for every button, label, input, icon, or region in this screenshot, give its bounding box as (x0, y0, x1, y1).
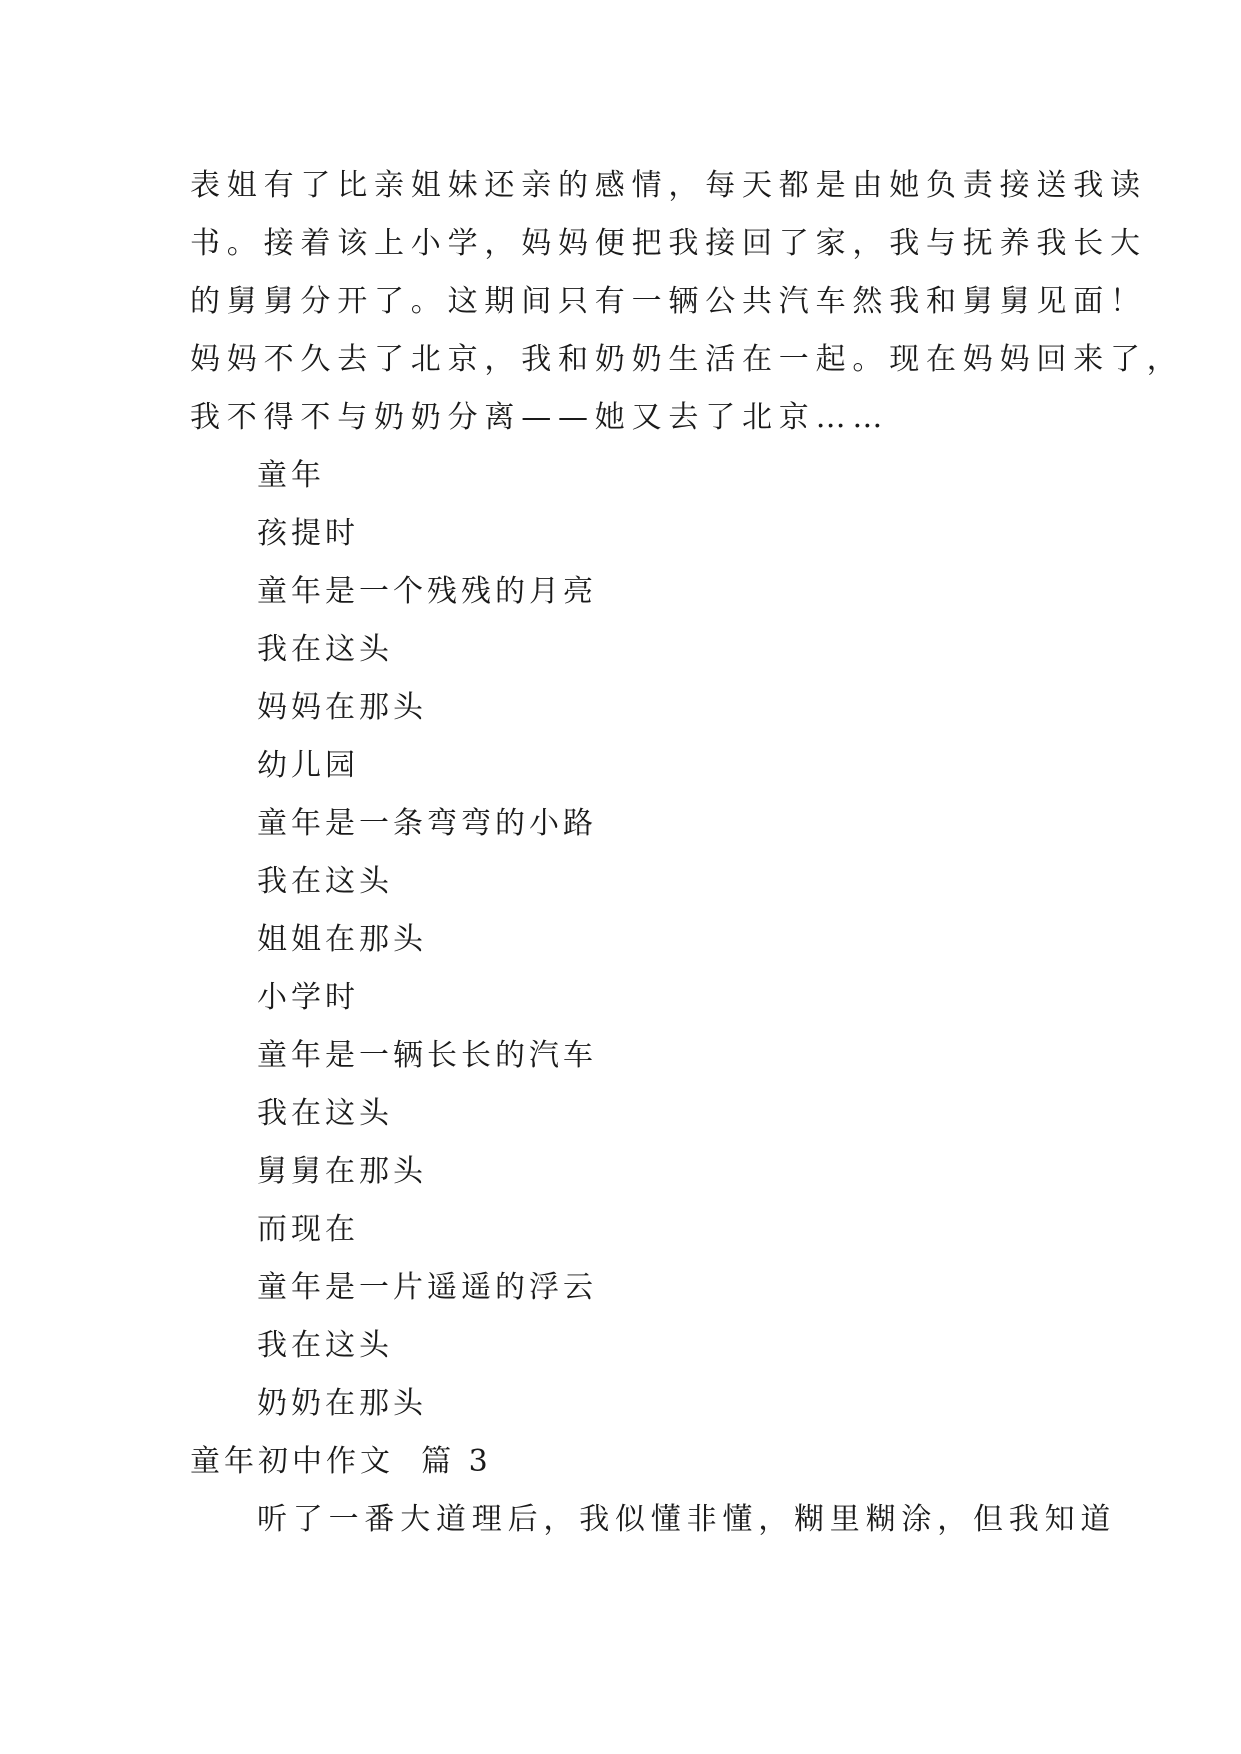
poem-line: 幼儿园 (257, 748, 359, 783)
paragraph-line: 妈妈不久去了北京，我和奶奶生活在一起。现在妈妈回来了， (190, 342, 1184, 377)
poem-line: 小学时 (257, 980, 359, 1015)
paragraph-line: 的舅舅分开了。这期间只有一辆公共汽车然我和舅舅见面！ (190, 284, 1147, 319)
poem-line: 我在这头 (257, 632, 393, 667)
poem-line: 童年 (257, 458, 325, 493)
poem-line: 童年是一辆长长的汽车 (257, 1038, 597, 1073)
poem-line: 舅舅在那头 (257, 1154, 427, 1189)
poem-line: 我在这头 (257, 1096, 393, 1131)
paragraph-line: 我不得不与奶奶分离——她又去了北京…… (190, 400, 890, 435)
poem-line: 童年是一条弯弯的小路 (257, 806, 597, 841)
section-heading: 童年初中作文 篇 3 (190, 1444, 492, 1479)
paragraph-line: 听了一番大道理后，我似懂非懂，糊里糊涂，但我知道 (257, 1502, 1117, 1537)
poem-line: 我在这头 (257, 1328, 393, 1363)
poem-line: 我在这头 (257, 864, 393, 899)
poem-line: 姐姐在那头 (257, 922, 427, 957)
poem-line: 童年是一个残残的月亮 (257, 574, 597, 609)
paragraph-line: 表姐有了比亲姐妹还亲的感情，每天都是由她负责接送我读 (190, 168, 1147, 203)
poem-line: 奶奶在那头 (257, 1386, 427, 1421)
poem-line: 童年是一片遥遥的浮云 (257, 1270, 597, 1305)
paragraph-line: 书。接着该上小学，妈妈便把我接回了家，我与抚养我长大 (190, 226, 1147, 261)
poem-line: 而现在 (257, 1212, 359, 1247)
poem-line: 孩提时 (257, 516, 359, 551)
poem-line: 妈妈在那头 (257, 690, 427, 725)
